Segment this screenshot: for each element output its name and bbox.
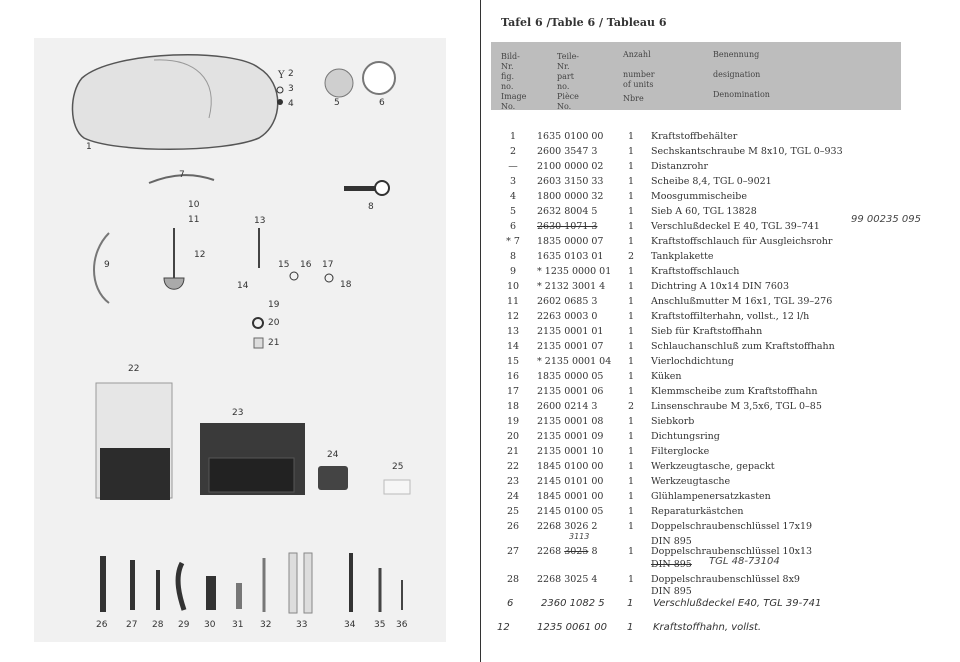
handwritten-note: 99 00235 095 xyxy=(851,214,921,225)
row-benennung: Reparaturkästchen xyxy=(651,506,744,517)
row-bild: 1 xyxy=(509,131,517,142)
row-bild: 15 xyxy=(506,356,520,367)
table-row xyxy=(481,519,960,534)
row-anzahl: 1 xyxy=(627,461,635,472)
parts-list-page xyxy=(481,0,960,662)
row-anzahl: 1 xyxy=(627,446,635,457)
row-anzahl: 1 xyxy=(627,221,635,232)
row-benennung: Distanzrohr xyxy=(651,161,709,172)
row-bild: 26 xyxy=(506,521,520,532)
table-row: DIN 895 xyxy=(651,586,692,597)
figure-label: 20 xyxy=(268,318,280,328)
row-bild: 2 xyxy=(509,146,517,157)
row-bild: 22 xyxy=(506,461,520,472)
figure-label: 17 xyxy=(322,260,334,270)
header-bild: Bild- Nr. fig. no. Image No. xyxy=(501,52,527,111)
parts-illustration xyxy=(34,38,446,642)
row-bild: 14 xyxy=(506,341,520,352)
table-row xyxy=(481,144,960,159)
table-row xyxy=(481,294,960,309)
row-bild: 9 xyxy=(509,266,517,277)
table-row: DIN 895 xyxy=(651,559,692,570)
figure-label: 32 xyxy=(260,620,272,630)
handwritten-row: 12 1235 0061 00 1 Kraftstoffhahn, vollst. xyxy=(497,622,762,633)
table-row xyxy=(481,489,960,504)
row-bild: 23 xyxy=(506,476,520,487)
row-benennung: Moosgummischeibe xyxy=(651,191,747,202)
row-benennung: Sechskantschraube M 8x10, TGL 0–933 xyxy=(651,146,843,157)
row-benennung: Siebkorb xyxy=(651,416,695,427)
row-teile-nr: 2135 0001 10 xyxy=(537,446,604,457)
table-row xyxy=(481,414,960,429)
row-teile-nr: 2602 0685 3 xyxy=(537,296,598,307)
row-bild: 16 xyxy=(506,371,520,382)
figure-label: 26 xyxy=(96,620,108,630)
figure-label: 23 xyxy=(232,408,244,418)
row-anzahl: 2 xyxy=(627,401,635,412)
table-row xyxy=(481,324,960,339)
handwritten-din-fix: TGL 48-73104 xyxy=(709,556,780,567)
row-benennung: Kraftstoffbehälter xyxy=(651,131,738,142)
figure-label: 5 xyxy=(334,98,340,108)
row-teile-nr: 2630 1071 3 xyxy=(537,221,598,232)
row-bild: 25 xyxy=(506,506,520,517)
row-anzahl: 1 xyxy=(627,416,635,427)
row-teile-nr: * 2132 3001 4 xyxy=(537,281,606,292)
row-benennung: Glühlampenersatzkasten xyxy=(651,491,771,502)
row-anzahl: 1 xyxy=(627,206,635,217)
figure-label: 13 xyxy=(254,216,266,226)
table-row xyxy=(481,264,960,279)
row-teile-nr: 2135 0001 07 xyxy=(537,341,604,352)
row-anzahl: 1 xyxy=(627,476,635,487)
row-bild: 4 xyxy=(509,191,517,202)
table-row xyxy=(481,459,960,474)
table-row xyxy=(481,129,960,144)
figure-label: 19 xyxy=(268,300,280,310)
figure-label: 15 xyxy=(278,260,290,270)
row-teile-nr: 2632 8004 5 xyxy=(537,206,598,217)
row-benennung: Sieb für Kraftstoffhahn xyxy=(651,326,763,337)
figure-label: 11 xyxy=(188,215,200,225)
row-benennung: Dichtungsring xyxy=(651,431,720,442)
figure-label: 2 xyxy=(288,69,294,79)
row-anzahl: 1 xyxy=(627,506,635,517)
row-bild: 5 xyxy=(509,206,517,217)
figure-label: 7 xyxy=(179,170,185,180)
svg-text:Y: Y xyxy=(278,70,285,81)
row-anzahl: 1 xyxy=(627,326,635,337)
row-teile-nr: 1845 0100 00 xyxy=(537,461,604,472)
row-bild: 12 xyxy=(506,311,520,322)
row-bild: * 7 xyxy=(506,236,520,247)
figure-label: 6 xyxy=(379,98,385,108)
row-bild: 13 xyxy=(506,326,520,337)
row-anzahl: 1 xyxy=(627,296,635,307)
row-bild: 6 xyxy=(509,221,517,232)
figure-label: 10 xyxy=(188,200,200,210)
row-bild: 21 xyxy=(506,446,520,457)
handwritten-row: 6 2360 1082 5 1 Verschlußdeckel E40, TGL 39-741 xyxy=(507,598,822,609)
table-row xyxy=(481,189,960,204)
row-teile-nr: 2135 0001 01 xyxy=(537,326,604,337)
row-anzahl: 1 xyxy=(627,521,635,532)
row-anzahl: 1 xyxy=(627,356,635,367)
row-teile-nr: * 2135 0001 04 xyxy=(537,356,612,367)
row-anzahl: 1 xyxy=(627,281,635,292)
row-teile-nr: 1635 0103 01 xyxy=(537,251,604,262)
figure-label: 35 xyxy=(374,620,386,630)
row-teile-nr: 1800 0000 32 xyxy=(537,191,604,202)
row-anzahl: 1 xyxy=(627,386,635,397)
row-anzahl: 1 xyxy=(627,236,635,247)
table-row xyxy=(481,354,960,369)
table-row xyxy=(481,444,960,459)
table-header xyxy=(491,42,901,110)
table-row xyxy=(481,369,960,384)
row-benennung: Kraftstoffschlauch für Ausgleichsrohr xyxy=(651,236,833,247)
figure-label: 31 xyxy=(232,620,244,630)
table-row xyxy=(481,249,960,264)
row-benennung: Sieb A 60, TGL 13828 xyxy=(651,206,757,217)
row-benennung: Scheibe 8,4, TGL 0–9021 xyxy=(651,176,772,187)
figure-label: 28 xyxy=(152,620,164,630)
table-row xyxy=(481,279,960,294)
row-benennung: Filterglocke xyxy=(651,446,710,457)
row-anzahl: 1 xyxy=(627,266,635,277)
parts-drawing xyxy=(34,38,446,642)
fuel-tank-drawing xyxy=(72,55,277,150)
row-anzahl: 1 xyxy=(627,431,635,442)
table-row xyxy=(481,339,960,354)
table-row xyxy=(481,234,960,249)
figure-label: 8 xyxy=(368,202,374,212)
row-bild: 10 xyxy=(506,281,520,292)
row-benennung: Vierlochdichtung xyxy=(651,356,734,367)
row-benennung: Werkzeugtasche xyxy=(651,476,731,487)
figure-label: 33 xyxy=(296,620,308,630)
row-teile-nr: 2603 3150 33 xyxy=(537,176,604,187)
header-benennung: Benennung designation Denomination xyxy=(713,50,770,99)
handwritten-part-fix: 3113 xyxy=(569,532,590,541)
row-anzahl: 1 xyxy=(627,161,635,172)
figure-label: 24 xyxy=(327,450,339,460)
row-teile-nr: 2135 0001 09 xyxy=(537,431,604,442)
row-bild: 18 xyxy=(506,401,520,412)
table-row xyxy=(481,429,960,444)
row-benennung: Doppelschraubenschlüssel 17x19 xyxy=(651,521,813,532)
row-bild: 11 xyxy=(506,296,520,307)
row-teile-nr: 1845 0001 00 xyxy=(537,491,604,502)
figure-label: 22 xyxy=(128,364,140,374)
figure-label: 1 xyxy=(86,142,92,152)
row-benennung: Anschlußmutter M 16x1, TGL 39–276 xyxy=(651,296,833,307)
row-teile-nr: 2145 0100 05 xyxy=(537,506,604,517)
figure-label: 12 xyxy=(194,250,206,260)
row-teile-nr: * 1235 0000 01 xyxy=(537,266,612,277)
figure-label: 30 xyxy=(204,620,216,630)
table-row xyxy=(481,174,960,189)
row-anzahl: 1 xyxy=(627,146,635,157)
row-benennung: Werkzeugtasche, gepackt xyxy=(651,461,775,472)
row-teile-nr: 2600 0214 3 xyxy=(537,401,598,412)
row-anzahl: 1 xyxy=(627,311,635,322)
row-bild: 20 xyxy=(506,431,520,442)
figure-label: 36 xyxy=(396,620,408,630)
figure-label: 18 xyxy=(340,280,352,290)
row-anzahl: 1 xyxy=(627,491,635,502)
figure-label: 29 xyxy=(178,620,190,630)
figure-label: 21 xyxy=(268,338,280,348)
row-bild: 24 xyxy=(506,491,520,502)
figure-label: 14 xyxy=(237,281,249,291)
row-benennung: DIN 895 xyxy=(651,536,692,547)
row-anzahl: 1 xyxy=(627,191,635,202)
row-anzahl: 1 xyxy=(627,341,635,352)
row-benennung: Kraftstoffschlauch xyxy=(651,266,740,277)
table-row xyxy=(481,309,960,324)
header-teile: Teile- Nr. part no. Pièce No. xyxy=(557,52,580,111)
row-teile-nr: 1835 0000 07 xyxy=(537,236,604,247)
row-benennung: Schlauchanschluß zum Kraftstoffhahn xyxy=(651,341,835,352)
table-row: 27 2268 3025 8 1 Doppelschraubenschlüssel 10x13 xyxy=(506,546,813,557)
table-row xyxy=(481,504,960,519)
row-teile-nr: 2135 0001 06 xyxy=(537,386,604,397)
table-row xyxy=(481,159,960,174)
page-title: Tafel 6 /Table 6 / Tableau 6 xyxy=(501,16,667,29)
row-anzahl: 1 xyxy=(627,176,635,187)
row-teile-nr: 2600 3547 3 xyxy=(537,146,598,157)
row-benennung: Küken xyxy=(651,371,682,382)
figure-label: 34 xyxy=(344,620,356,630)
row-teile-nr: 2135 0001 08 xyxy=(537,416,604,427)
row-bild: — xyxy=(508,161,518,172)
figure-label: 9 xyxy=(104,260,110,270)
row-benennung: Dichtring A 10x14 DIN 7603 xyxy=(651,281,790,292)
row-teile-nr: 2145 0101 00 xyxy=(537,476,604,487)
row-teile-nr: 2263 0003 0 xyxy=(537,311,598,322)
row-benennung: Tankplakette xyxy=(651,251,714,262)
table-row xyxy=(481,474,960,489)
row-anzahl: 1 xyxy=(627,131,635,142)
table-row xyxy=(481,384,960,399)
row-teile-nr: 1635 0100 00 xyxy=(537,131,604,142)
row-benennung: Linsenschraube M 3,5x6, TGL 0–85 xyxy=(651,401,822,412)
row-bild: 8 xyxy=(509,251,517,262)
row-benennung: Kraftstoffilterhahn, vollst., 12 l/h xyxy=(651,311,810,322)
figure-label: 16 xyxy=(300,260,312,270)
row-teile-nr: 1835 0000 05 xyxy=(537,371,604,382)
row-bild: 17 xyxy=(506,386,520,397)
figure-label: 25 xyxy=(392,462,404,472)
figure-label: 4 xyxy=(288,99,294,109)
row-benennung: Klemmscheibe zum Kraftstoffhahn xyxy=(651,386,818,397)
row-anzahl: 1 xyxy=(627,371,635,382)
row-teile-nr: 2268 3026 2 xyxy=(537,521,598,532)
table-row: 28 2268 3025 4 1 Doppelschraubenschlüssel 8x9 xyxy=(506,574,800,585)
row-bild: 19 xyxy=(506,416,520,427)
row-benennung: Verschlußdeckel E 40, TGL 39–741 xyxy=(651,221,820,232)
table-row xyxy=(481,399,960,414)
figure-label: 3 xyxy=(288,84,294,94)
figure-label: 27 xyxy=(126,620,138,630)
row-teile-nr: 2100 0000 02 xyxy=(537,161,604,172)
header-anzahl: Anzahl number of units Nbre xyxy=(623,50,655,103)
row-anzahl: 2 xyxy=(627,251,635,262)
row-bild: 3 xyxy=(509,176,517,187)
